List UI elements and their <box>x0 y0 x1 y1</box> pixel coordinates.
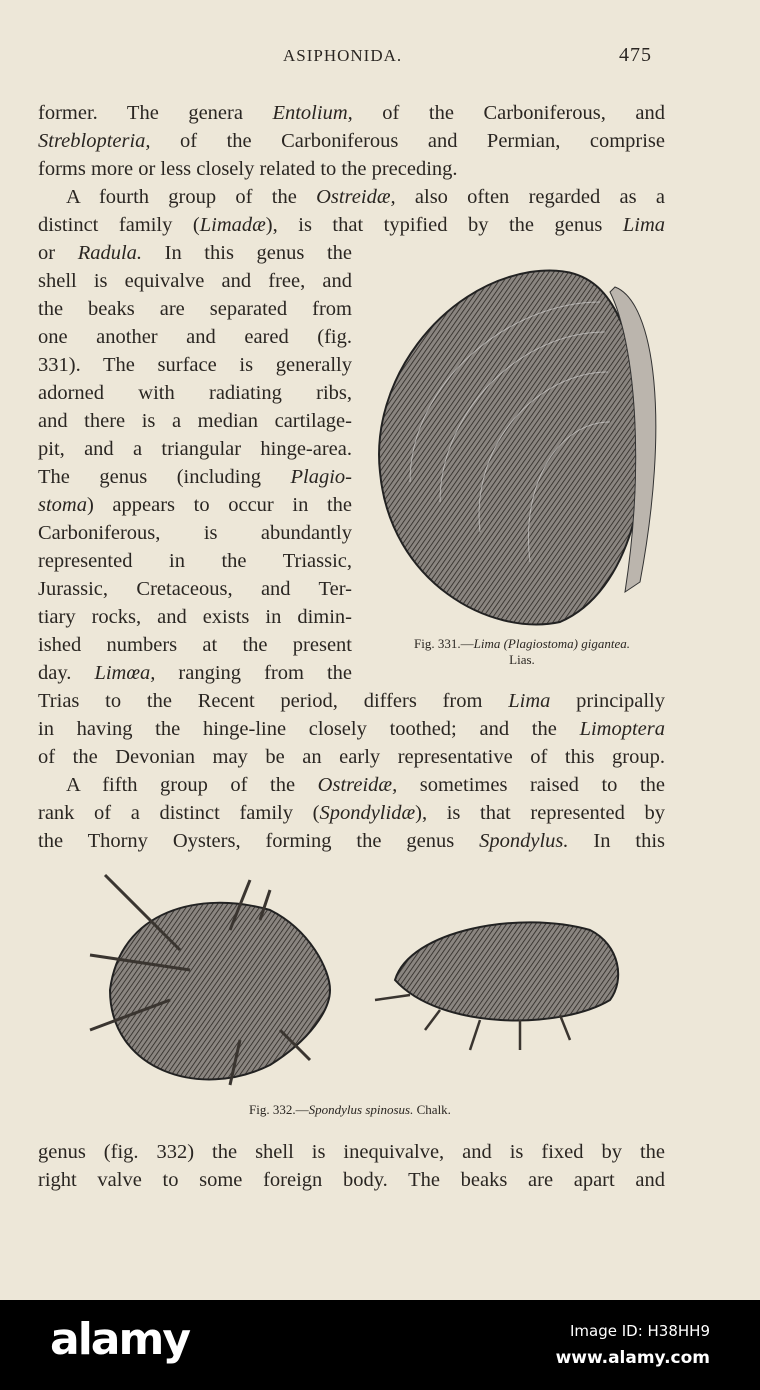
italic-term: Limadæ <box>199 214 266 236</box>
text-run: of the Devonian may be an early representative of this group. <box>38 746 665 768</box>
text-run: adorned with radiating ribs, <box>38 382 352 404</box>
text-line <box>38 295 352 323</box>
caption-stratum: Lias. <box>509 652 535 667</box>
text-run: and there is a median cartilage- <box>38 410 352 432</box>
text-line <box>38 99 665 127</box>
caption-species: Lima (Plagiostoma) gigantea. <box>473 636 630 651</box>
text-line <box>38 211 665 239</box>
text-run: genus (fig. 332) the shell is inequivalve, and is fixed by the <box>38 1141 665 1163</box>
italic-term: Lima <box>622 214 666 236</box>
caption-species: Spondylus spinosus. <box>308 1102 414 1117</box>
text-line <box>38 155 618 183</box>
text-run: forms more or less closely related to the preceding. <box>38 158 458 180</box>
text-run: pit, and a triangular hinge-area. <box>38 438 352 460</box>
text-run: Carboniferous, is abundantly <box>38 522 352 544</box>
text-line <box>38 267 352 295</box>
text-line <box>38 799 665 827</box>
text-run: of the Carboniferous, and <box>352 102 665 124</box>
text-run: of the Carboniferous and Permian, comprise <box>150 130 665 152</box>
text-run: ranging from the <box>155 662 352 684</box>
text-run: The genus (including <box>38 466 291 488</box>
text-line <box>38 659 352 687</box>
page-number: 475 <box>619 44 652 66</box>
text-run: Trias to the Recent period, differs from <box>38 690 509 712</box>
text-run: one another and eared (fig. <box>38 326 352 348</box>
text-line <box>38 463 352 491</box>
text-run: ), is that typified by the genus <box>265 214 623 236</box>
spondylus-shell-illustrations <box>80 870 640 1100</box>
text-line <box>38 379 352 407</box>
figure-331-caption <box>384 636 660 668</box>
italic-term: Plagio- <box>290 466 352 488</box>
text-line <box>38 239 352 267</box>
text-run: principally <box>550 690 665 712</box>
text-line <box>38 435 352 463</box>
text-line <box>38 827 665 855</box>
italic-term: Limoptera <box>579 718 665 740</box>
text-run: A fourth group of the <box>66 186 317 208</box>
text-run: the Thorny Oysters, forming the genus <box>38 830 480 852</box>
italic-term: stoma <box>38 494 87 516</box>
italic-term: Streblopteria, <box>38 130 151 152</box>
italic-term: Entolium, <box>272 102 353 124</box>
text-run: or <box>38 242 78 264</box>
text-run: distinct family ( <box>38 214 200 236</box>
watermark-url: www.alamy.com <box>555 1348 710 1368</box>
text-line <box>38 743 665 771</box>
text-line <box>38 575 352 603</box>
text-line <box>38 323 352 351</box>
text-run: right valve to some foreign body. The beaks are apart and <box>38 1169 665 1191</box>
italic-term: Ostreidæ, <box>316 186 396 208</box>
text-line <box>38 547 352 575</box>
text-line <box>38 1138 665 1166</box>
text-line <box>38 491 352 519</box>
caption-label: Fig. 331.— <box>414 636 474 651</box>
text-line <box>38 1166 665 1194</box>
text-line <box>38 519 352 547</box>
text-run: ), is that represented by <box>415 802 665 824</box>
text-run: also often regarded as a <box>395 186 665 208</box>
italic-term: Ostreidæ, <box>317 774 398 796</box>
caption-label: Fig. 332.— <box>249 1102 309 1117</box>
text-run: represented in the Triassic, <box>38 550 352 572</box>
italic-term: Lima <box>508 690 551 712</box>
text-run: sometimes raised to the <box>397 774 666 796</box>
text-run: 331). The surface is generally <box>38 354 352 376</box>
caption-stratum: Chalk. <box>416 1102 451 1117</box>
lima-shell-illustration <box>370 262 670 632</box>
text-line <box>38 715 665 743</box>
text-run: rank of a distinct family ( <box>38 802 320 824</box>
text-run: In this genus the <box>142 242 352 264</box>
italic-term: Spondylus. <box>479 830 569 852</box>
text-run: A fifth group of the <box>66 774 318 796</box>
italic-term: Limœa, <box>94 662 156 684</box>
alamy-logo: alamy <box>50 1314 189 1365</box>
text-line <box>38 351 352 379</box>
text-line <box>38 407 352 435</box>
text-run: ) appears to occur in the <box>86 494 352 516</box>
text-run: the beaks are separated from <box>38 298 352 320</box>
text-line <box>38 603 352 631</box>
text-line <box>38 631 352 659</box>
text-run: Jurassic, Cretaceous, and Ter- <box>38 578 352 600</box>
text-run: day. <box>38 662 95 684</box>
running-head: ASIPHONIDA. <box>283 46 403 65</box>
figure-332-caption <box>200 1102 500 1118</box>
image-id: Image ID: H38HH9 <box>569 1322 710 1340</box>
text-line <box>66 183 665 211</box>
text-run: in having the hinge-line closely toothed; and the <box>38 718 580 740</box>
text-run: ished numbers at the present <box>38 634 352 656</box>
watermark-footer <box>0 1300 760 1390</box>
text-line <box>38 127 665 155</box>
text-line <box>66 771 665 799</box>
text-line <box>38 687 665 715</box>
text-run: former. The genera <box>38 102 273 124</box>
text-run: shell is equivalve and free, and <box>38 270 352 292</box>
text-run: tiary rocks, and exists in dimin- <box>38 606 352 628</box>
text-run: In this <box>568 830 665 852</box>
italic-term: Spondylidæ <box>319 802 416 824</box>
italic-term: Radula. <box>77 242 143 264</box>
